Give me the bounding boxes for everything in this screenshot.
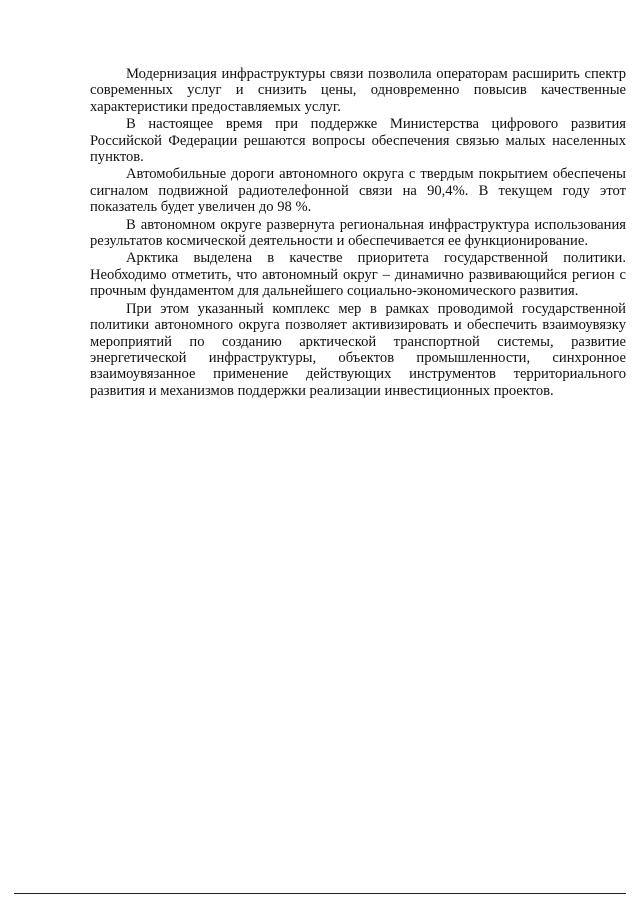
- paragraph-road-coverage: Автомобильные дороги автономного округа с твердым покрытием обеспечены сигналом подвижной радиотелефонной связи на 90,4%. В текущем году этот показатель будет увеличен до 98 %.: [90, 166, 626, 216]
- paragraph-arctic-priority: Арктика выделена в качестве приоритета государственной политики. Необходимо отметить, что автономный округ – динамично развивающийся регион с прочным фундаментом для дальнейшего социально-экономического развития.: [90, 250, 626, 300]
- paragraph-policy-measures: При этом указанный комплекс мер в рамках проводимой государственной политики автономного округа позволяет активизировать и обеспечить взаимоувязку мероприятий по созданию арктической транспортной системы, развитие энергетической инфраструктуры, объектов промышленности, синхронное взаимоувязанное применение действующих инструментов территориального развития и механизмов поддержки реализации инвестиционных проектов.: [90, 300, 626, 399]
- paragraph-communications-modernization: Модернизация инфраструктуры связи позволила операторам расширить спектр современных услуг и снизить цены, одновременно повысив качественные характеристики предоставляемых услуг.: [90, 66, 626, 115]
- paragraph-ministry-support: В настоящее время при поддержке Министерства цифрового развития Российской Федерации решаются вопросы обеспечения связью малых населенных пунктов.: [90, 116, 626, 166]
- document-body: [90, 66, 626, 400]
- footer-divider: [14, 893, 626, 894]
- paragraph-space-infrastructure: В автономном округе развернута региональная инфраструктура использования результатов космической деятельности и обеспечивается ее функционирование.: [90, 216, 626, 250]
